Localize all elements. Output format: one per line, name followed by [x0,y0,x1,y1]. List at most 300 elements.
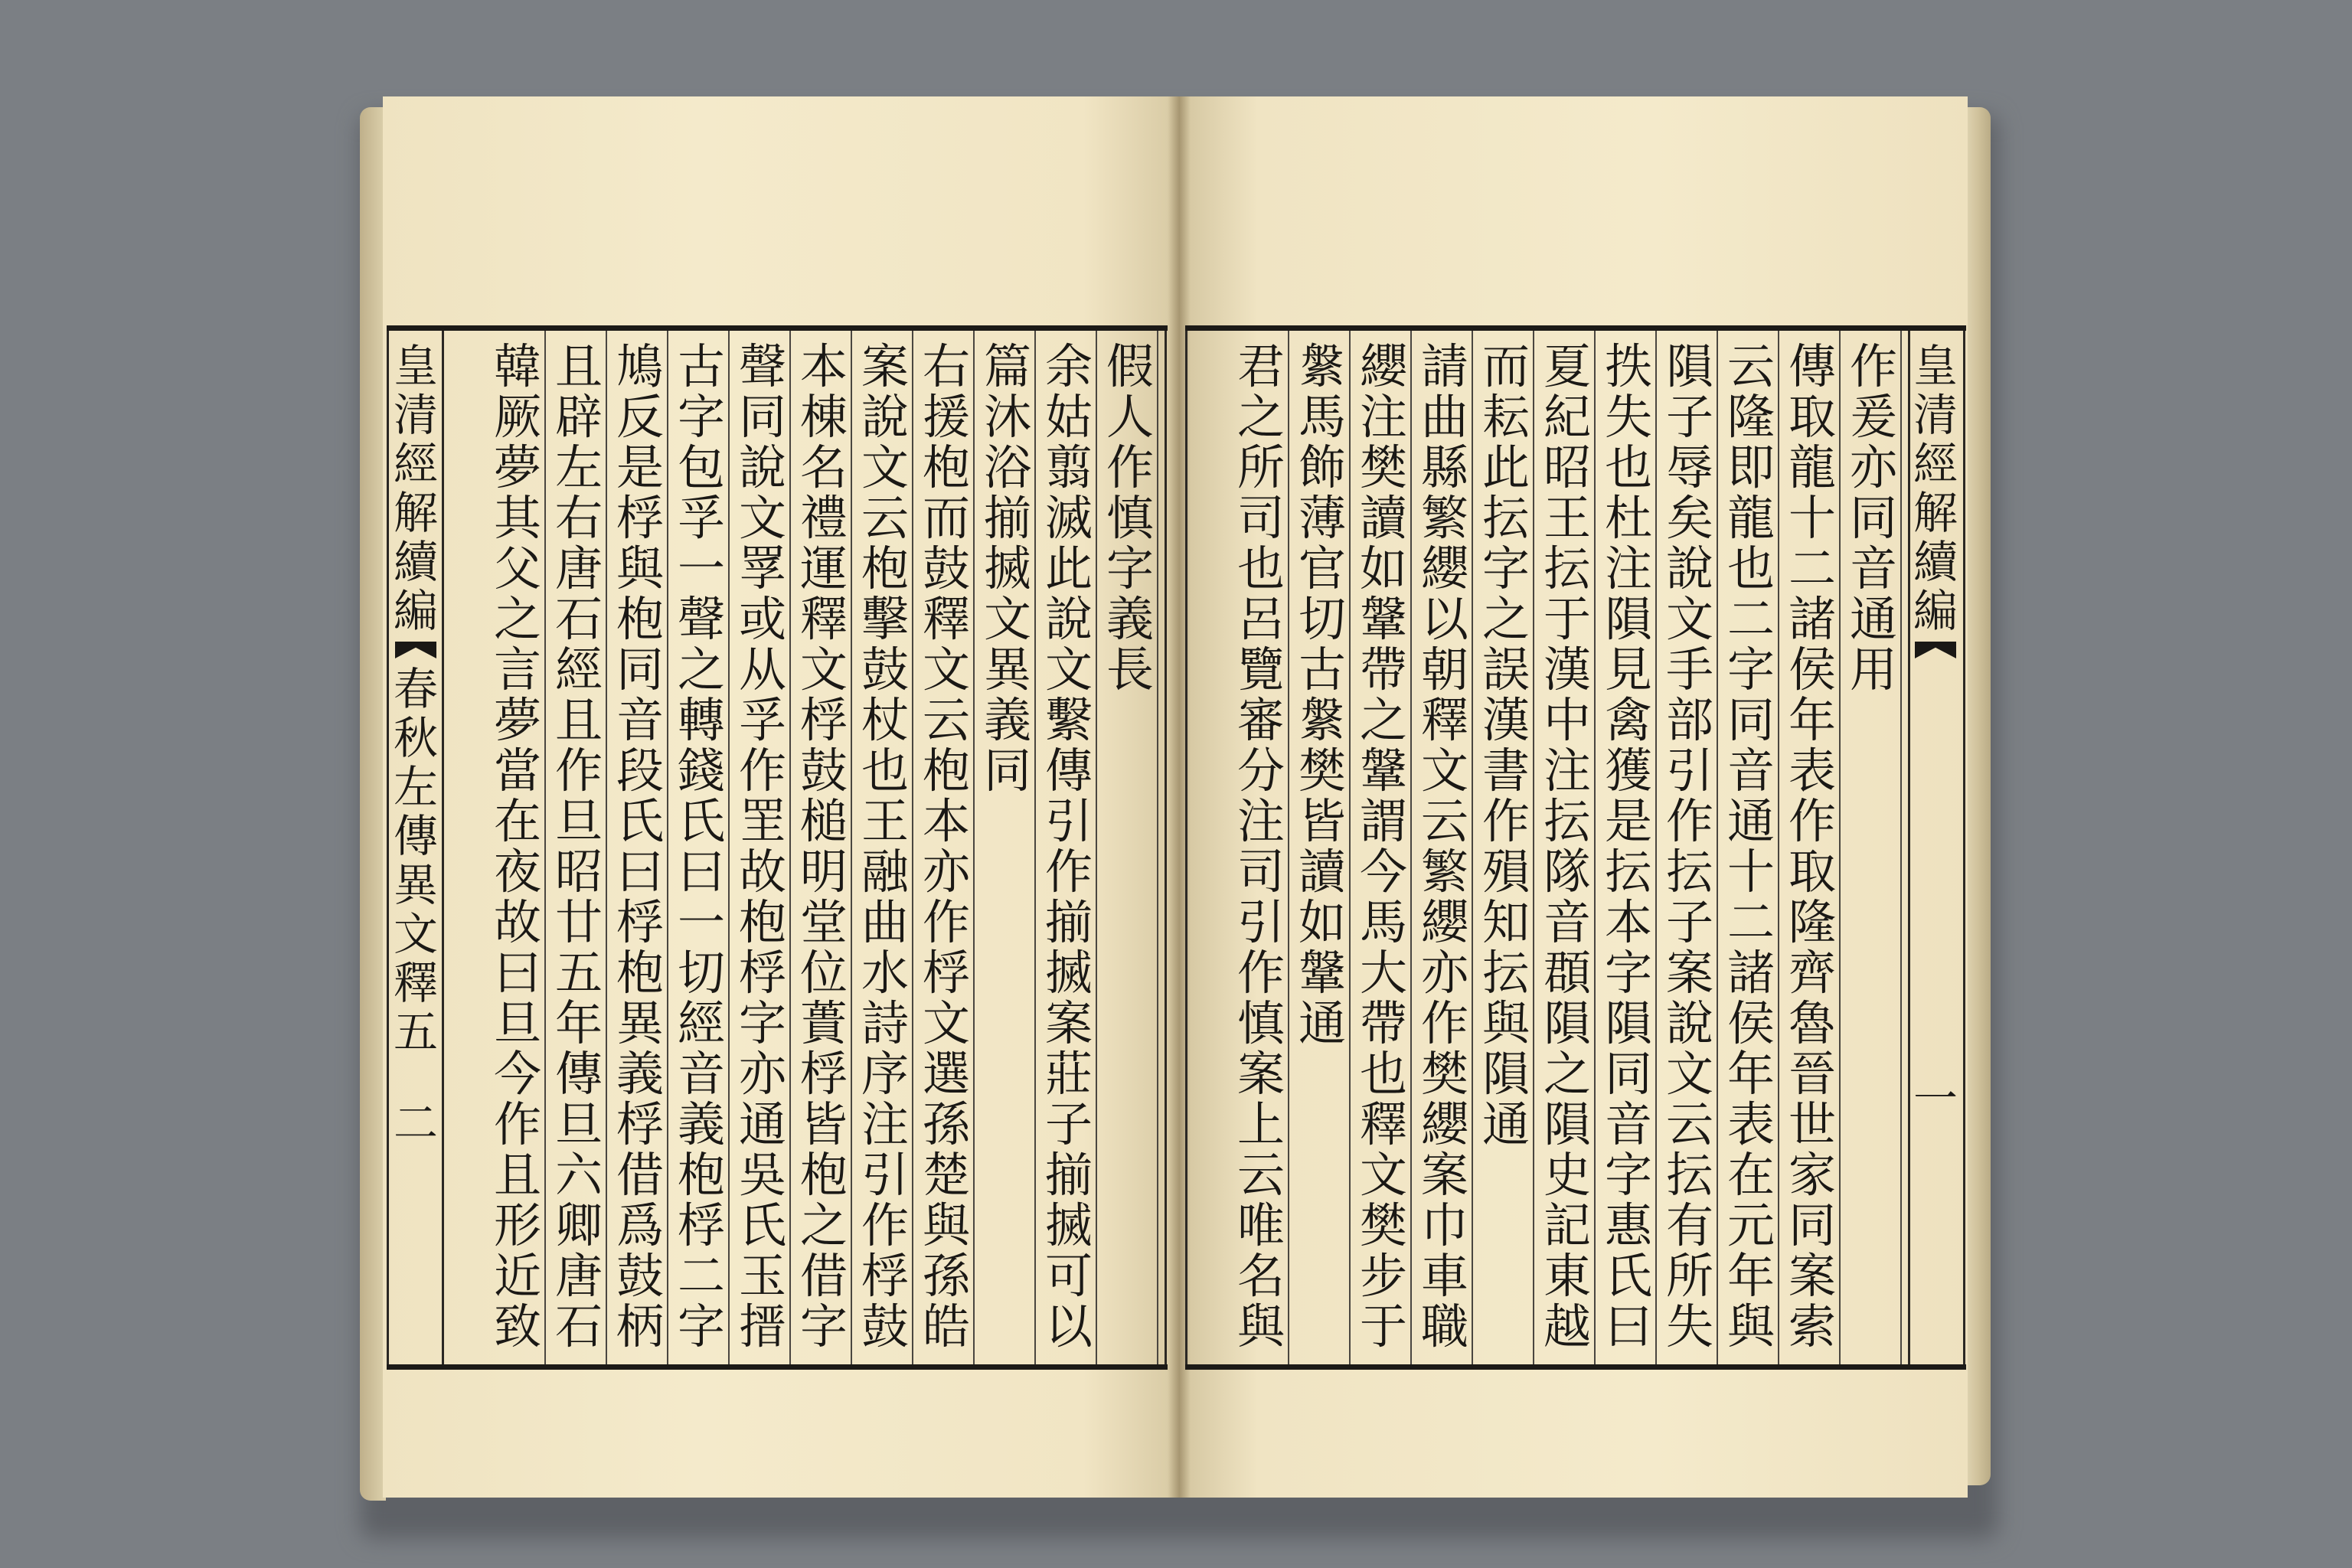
glyph: 釋 [1421,692,1469,748]
glyph: 異 [393,859,438,911]
glyph: 本 [923,793,971,849]
glyph: 中 [1544,692,1592,748]
glyph: 禮 [800,490,848,546]
glyph: 在 [1727,1147,1775,1203]
glyph: 鼓 [861,642,910,697]
text-column [861,338,910,1354]
glyph: 樊 [1360,1197,1408,1253]
glyph: 六 [555,1147,603,1203]
glyph: 夜 [494,844,542,900]
column-rule [1594,331,1596,1364]
glyph: 云 [861,490,910,546]
glyph: 柄 [616,1298,665,1354]
glyph: 家 [1788,1147,1837,1203]
glyph: 十 [1788,490,1837,546]
glyph: 注 [1360,389,1408,445]
glyph: 記 [1544,1197,1592,1253]
glyph: 之 [1360,692,1408,748]
glyph: 引 [1237,894,1285,950]
glyph: 同 [984,743,1032,799]
glyph: 在 [494,793,542,849]
glyph: 字 [1482,541,1530,596]
glyph: 明 [800,844,848,900]
glyph: 引 [1045,793,1093,849]
glyph: 文 [739,490,787,546]
glyph: 樊 [1421,1046,1469,1102]
glyph: 棟 [800,389,848,445]
frame-border-left [387,331,389,1364]
glyph: 援 [923,389,971,445]
glyph: 分 [1237,743,1285,799]
glyph: 之 [1237,389,1285,445]
glyph: 與 [1727,1298,1775,1354]
glyph: 一 [678,894,726,950]
glyph: 清 [393,389,438,441]
glyph: 同 [1727,692,1775,748]
glyph: 耘 [1482,389,1530,445]
glyph: 沐 [984,389,1032,445]
glyph: 諸 [1788,591,1837,647]
glyph: 孚 [739,692,787,748]
glyph: 左 [393,761,438,813]
column-rule [1900,331,1902,1364]
glyph: 說 [861,389,910,445]
glyph: 作 [861,1197,910,1253]
glyph: 義 [1106,591,1155,647]
glyph: 司 [1237,490,1285,546]
glyph: 父 [494,541,542,596]
glyph: 此 [1045,541,1093,596]
glyph: 故 [739,844,787,900]
glyph: 桴 [800,692,848,748]
column-rule [667,331,668,1364]
text-column [555,338,603,1354]
glyph: 東 [1544,1248,1592,1304]
glyph: 經 [1913,438,1958,490]
glyph: 春 [393,663,438,715]
glyph: 異 [984,642,1032,697]
glyph: 皆 [1298,793,1347,849]
glyph: 漢 [1482,692,1530,748]
glyph: 縏 [1298,692,1347,748]
text-column [1421,338,1469,1354]
glyph: 文 [1666,591,1714,647]
glyph: 搣 [1045,945,1093,1001]
glyph: 車 [1421,1248,1469,1304]
glyph: 說 [1666,541,1714,596]
glyph: 搣 [1045,1197,1093,1253]
glyph: 文 [1045,642,1093,697]
glyph: 與 [923,1197,971,1253]
glyph: 皆 [800,1096,848,1152]
glyph: 名 [1237,1248,1285,1304]
glyph: 曲 [1421,389,1469,445]
glyph: 字 [800,1298,848,1354]
glyph: 矣 [1666,490,1714,546]
glyph: 字 [1727,642,1775,697]
glyph: 表 [1727,1096,1775,1152]
glyph: 運 [800,541,848,596]
glyph: 切 [1298,591,1347,647]
right-text-frame [1185,325,1966,1370]
glyph: 取 [1788,389,1837,445]
glyph: 案 [1045,995,1093,1051]
glyph: 元 [1727,1197,1775,1253]
glyph: 古 [678,338,726,394]
glyph: 隕 [1482,1046,1530,1102]
glyph: 案 [1237,1046,1285,1102]
text-column [1106,338,1155,697]
glyph: 余 [1045,338,1093,394]
glyph: 經 [555,642,603,697]
glyph: 借 [616,1147,665,1203]
glyph: 魯 [1788,995,1837,1051]
glyph: 揃 [984,490,1032,546]
glyph: 同 [616,642,665,697]
glyph: 同 [1788,1197,1837,1253]
glyph: 文 [1421,743,1469,799]
glyph: 齊 [1788,945,1837,1001]
glyph: 轉 [678,692,726,748]
glyph: 隕 [1666,338,1714,394]
glyph: 史 [1544,1147,1592,1203]
glyph: 釋 [1360,1096,1408,1152]
glyph: 世 [1788,1096,1837,1152]
glyph: 用 [1850,642,1898,697]
glyph: 莊 [1045,1046,1093,1102]
fishtail-mark [395,642,436,658]
glyph: 案 [1666,945,1714,1001]
glyph: 見 [1605,642,1653,697]
glyph: 通 [739,1096,787,1152]
glyph: 釋 [923,591,971,647]
glyph: 鞶 [1298,945,1347,1001]
glyph: 隆 [1788,894,1837,950]
glyph: 巾 [1421,1197,1469,1253]
glyph: 夢 [494,692,542,748]
column-rule [789,331,791,1364]
glyph: 水 [861,945,910,1001]
glyph: 之 [1544,1046,1592,1102]
glyph: 與 [616,541,665,596]
left-banner-title [394,341,438,635]
glyph: 君 [1237,338,1285,394]
glyph: 桴 [616,490,665,546]
column-rule [1349,331,1351,1364]
glyph: 右 [923,338,971,394]
glyph: 有 [1666,1197,1714,1253]
glyph: 晉 [1788,1046,1837,1102]
glyph: 之 [678,642,726,697]
text-column [1237,338,1285,1354]
column-rule [1288,331,1289,1364]
glyph: 一 [678,541,726,596]
glyph: 縣 [1421,439,1469,495]
glyph: 薄 [1298,490,1347,546]
glyph: 抎 [1544,541,1592,596]
glyph: 帶 [1360,995,1408,1051]
glyph: 聲 [739,338,787,394]
glyph: 表 [1788,743,1837,799]
glyph: 經 [393,438,438,490]
glyph: 枹 [861,541,910,596]
glyph: 文 [923,995,971,1051]
glyph: 段 [616,743,665,799]
glyph: 經 [678,995,726,1051]
right-folio-number: 一 [1913,1073,1958,1125]
glyph: 侯 [1727,995,1775,1051]
glyph: 音 [1727,743,1775,799]
glyph: 同 [739,389,787,445]
text-column [678,338,726,1354]
glyph: 纓 [1421,541,1469,596]
left-banner-section [394,665,438,1057]
glyph: 王 [1544,490,1592,546]
right-banner-title [1913,341,1958,635]
glyph: 于 [1544,591,1592,647]
glyph: 右 [555,490,603,546]
glyph: 字 [678,1298,726,1354]
banner-divider [1908,331,1910,1364]
glyph: 也 [1727,541,1775,596]
text-column [1298,338,1347,1051]
text-column [1045,338,1093,1354]
column-rule [728,331,730,1364]
glyph: 之 [1482,591,1530,647]
glyph: 韓 [494,338,542,394]
glyph: 皇 [393,340,438,392]
glyph: 龍 [1727,490,1775,546]
glyph: 枹 [616,945,665,1001]
glyph: 辱 [1666,439,1714,495]
glyph: 書 [1482,743,1530,799]
glyph: 擊 [861,591,910,647]
glyph: 杜 [1605,490,1653,546]
glyph: 厥 [494,389,542,445]
glyph: 反 [616,389,665,445]
text-column [1666,338,1714,1354]
glyph: 注 [861,1096,910,1152]
glyph: 誤 [1482,642,1530,697]
glyph: 飾 [1298,439,1347,495]
glyph: 唐 [555,1248,603,1304]
column-rule [1717,331,1718,1364]
glyph: 桴 [616,1096,665,1152]
glyph: 假 [1106,338,1155,394]
glyph: 此 [1482,439,1530,495]
glyph: 或 [739,591,787,647]
glyph: 五 [393,1006,438,1058]
glyph: 而 [923,490,971,546]
glyph: 鳩 [616,338,665,394]
glyph: 案 [861,338,910,394]
column-rule [1778,331,1779,1364]
glyph: 以 [1421,591,1469,647]
glyph: 所 [1666,1248,1714,1304]
glyph: 續 [393,536,438,588]
glyph: 通 [1727,793,1775,849]
glyph: 搣 [984,541,1032,596]
glyph: 注 [1237,793,1285,849]
glyph: 通 [1482,1096,1530,1152]
column-rule [606,331,607,1364]
glyph: 審 [1237,692,1285,748]
glyph: 吳 [739,1147,787,1203]
text-column [1482,338,1530,1152]
text-column [616,338,665,1354]
glyph: 字 [739,995,787,1051]
glyph: 浴 [984,439,1032,495]
glyph: 名 [800,439,848,495]
glyph: 二 [1727,591,1775,647]
column-rule [1157,331,1158,1364]
glyph: 唐 [555,541,603,596]
glyph: 作 [1106,439,1155,495]
glyph: 如 [1360,541,1408,596]
glyph: 作 [1788,793,1837,849]
glyph: 知 [1482,894,1530,950]
glyph: 司 [1237,844,1285,900]
glyph: 縏 [1298,338,1347,394]
glyph: 禽 [1605,692,1653,748]
glyph: 孫 [923,1096,971,1152]
glyph: 抶 [1605,338,1653,394]
glyph: 文 [1360,1147,1408,1203]
text-column [800,338,848,1354]
text-column [1788,338,1837,1354]
glyph: 釋 [800,591,848,647]
glyph: 二 [1788,541,1837,596]
glyph: 解 [1913,487,1958,539]
column-rule [1472,331,1473,1364]
glyph: 致 [494,1298,542,1354]
glyph: 索 [1788,1298,1837,1354]
glyph: 部 [1666,692,1714,748]
glyph: 子 [1045,1096,1093,1152]
glyph: 于 [1360,1298,1408,1354]
glyph: 枹 [678,1147,726,1203]
glyph: 爰 [1850,389,1898,445]
right-banner-column [1913,341,1958,1127]
glyph: 也 [1237,541,1285,596]
glyph: 失 [1666,1298,1714,1354]
glyph: 二 [678,1248,726,1304]
glyph: 樊 [1360,439,1408,495]
glyph: 覽 [1237,642,1285,697]
glyph: 文 [393,908,438,960]
glyph: 旦 [555,793,603,849]
glyph: 清 [1913,389,1958,441]
glyph: 編 [393,585,438,637]
text-column [923,338,971,1354]
glyph: 枹 [739,894,787,950]
glyph: 惠 [1605,1197,1653,1253]
glyph: 作 [1045,844,1093,900]
glyph: 滅 [1045,490,1093,546]
glyph: 桴 [923,945,971,1001]
glyph: 氏 [739,1197,787,1253]
glyph: 鼓 [861,1298,910,1354]
glyph: 廿 [555,894,603,950]
glyph: 昭 [1544,439,1592,495]
frame-border-right [1963,331,1965,1364]
text-column [984,338,1032,799]
glyph: 傳 [555,1046,603,1102]
glyph: 字 [678,389,726,445]
glyph: 侯 [1788,642,1837,697]
glyph: 近 [494,1248,542,1304]
column-rule [1655,331,1657,1364]
glyph: 獲 [1605,743,1653,799]
glyph: 罦 [739,541,787,596]
glyph: 年 [1788,692,1837,748]
glyph: 異 [616,995,665,1051]
glyph: 繁 [1421,490,1469,546]
glyph: 通 [1850,591,1898,647]
glyph: 文 [861,439,910,495]
glyph: 从 [739,642,787,697]
glyph: 選 [923,1046,971,1102]
text-column [1605,338,1653,1354]
glyph: 文 [1666,1046,1714,1102]
column-rule [973,331,975,1364]
glyph: 可 [1045,1248,1093,1304]
glyph: 抎 [1666,1147,1714,1203]
glyph: 曰 [1605,1298,1653,1354]
glyph: 長 [1106,642,1155,697]
glyph: 鞶 [1360,743,1408,799]
glyph: 抎 [1482,945,1530,1001]
glyph: 孚 [678,490,726,546]
glyph: 纓 [1421,1096,1469,1152]
glyph: 罜 [739,793,787,849]
glyph: 鼓 [923,541,971,596]
glyph: 杖 [861,692,910,748]
column-rule [851,331,852,1364]
glyph: 鼓 [616,1248,665,1304]
glyph: 隕 [1544,1096,1592,1152]
glyph: 借 [800,1248,848,1304]
glyph: 皇 [1913,340,1958,392]
fishtail-mark [1915,642,1956,658]
glyph: 融 [861,844,910,900]
glyph: 龍 [1788,439,1837,495]
glyph: 氏 [1605,1248,1653,1304]
glyph: 其 [494,490,542,546]
left-text-frame [387,325,1168,1370]
glyph: 朝 [1421,642,1469,697]
glyph: 作 [555,743,603,799]
glyph: 傳 [1788,338,1837,394]
glyph: 槌 [800,793,848,849]
glyph: 繁 [1421,844,1469,900]
glyph: 之 [800,1197,848,1253]
glyph: 傳 [393,810,438,862]
glyph: 同 [1605,1046,1653,1102]
glyph: 注 [1605,541,1653,596]
glyph: 案 [1788,1248,1837,1304]
glyph: 左 [555,439,603,495]
column-rule [1096,331,1097,1364]
glyph: 云 [1727,338,1775,394]
glyph: 序 [861,1046,910,1102]
glyph: 本 [1605,894,1653,950]
glyph: 注 [1544,743,1592,799]
glyph: 音 [1605,1096,1653,1152]
glyph: 隕 [1605,591,1653,647]
glyph: 上 [1237,1096,1285,1152]
glyph: 隆 [1727,389,1775,445]
